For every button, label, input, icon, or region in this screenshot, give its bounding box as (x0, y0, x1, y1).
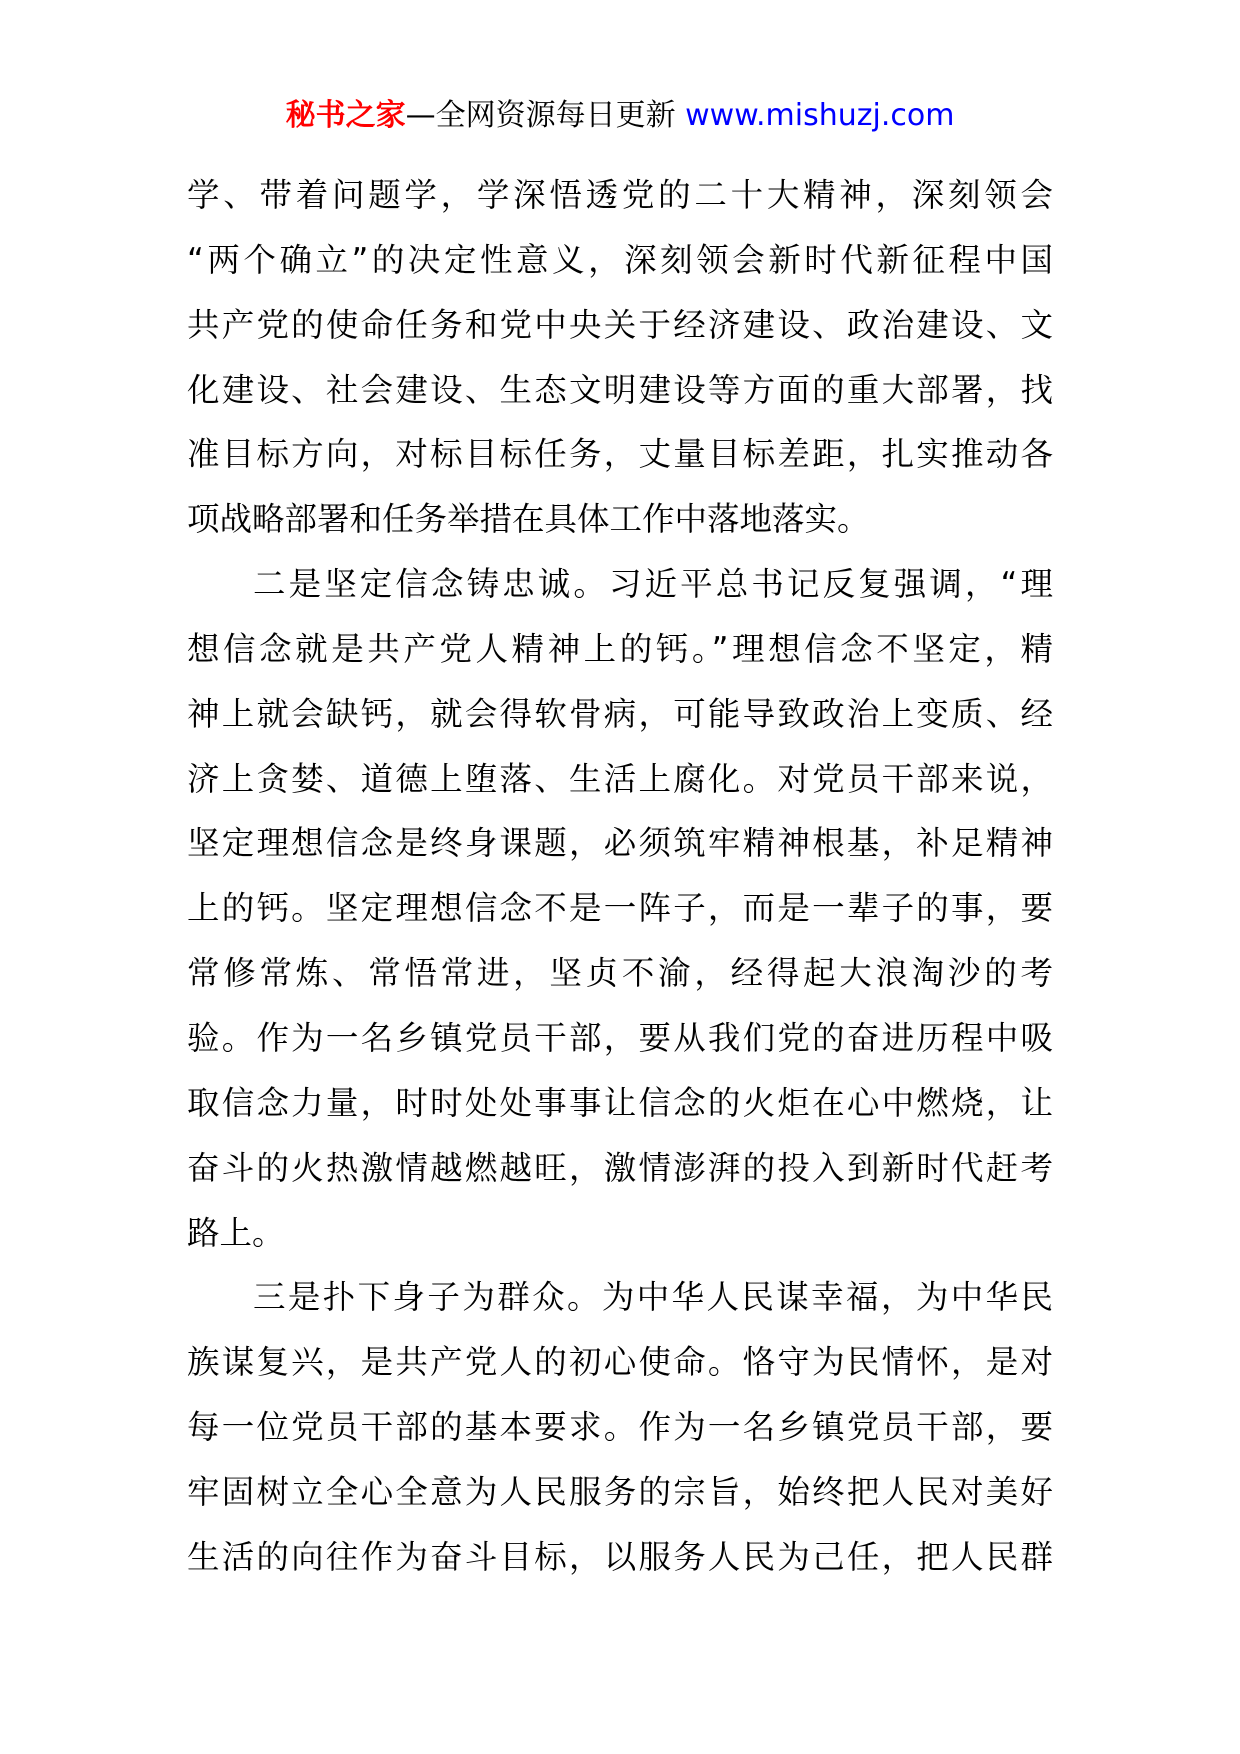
header-brand: 秘书之家 (285, 98, 406, 133)
text-line: 奋斗的火热激情越燃越旺，激情澎湃的投入到新时代赶考 (187, 1148, 1053, 1187)
page-header (0, 96, 1240, 136)
text-line: 共产党的使命任务和党中央关于经济建设、政治建设、文 (187, 305, 1053, 344)
document-body (187, 163, 1053, 1590)
text-line: 神上就会缺钙，就会得软骨病，可能导致政治上变质、经 (187, 694, 1053, 733)
text-line: 项战略部署和任务举措在具体工作中落地落实。 (187, 500, 870, 539)
text-line: 想信念就是共产党人精神上的钙。”理想信念不坚定，精 (187, 629, 1053, 668)
text-line: 济上贪婪、道德上堕落、生活上腐化。对党员干部来说， (187, 759, 1053, 798)
text-line: 常修常炼、常悟常进，坚贞不渝，经得起大浪淘沙的考 (187, 954, 1053, 993)
header-site-link[interactable]: www.mishuzj.com (685, 98, 955, 133)
text-line: 生活的向往作为奋斗目标，以服务人民为己任，把人民群 (187, 1537, 1053, 1576)
text-line: 化建设、社会建设、生态文明建设等方面的重大部署，找 (187, 370, 1053, 409)
text-line: 学、带着问题学，学深悟透党的二十大精神，深刻领会 (187, 176, 1053, 214)
text-line: 准目标方向，对标目标任务，丈量目标差距，扎实推动各 (187, 435, 1053, 474)
text-line: 取信念力量，时时处处事事让信念的火炬在心中燃烧，让 (187, 1083, 1053, 1122)
text-line: 路上。 (187, 1213, 285, 1252)
text-line: “两个确立”的决定性意义，深刻领会新时代新征程中国 (187, 240, 1053, 279)
text-line: 上的钙。坚定理想信念不是一阵子，而是一辈子的事，要 (187, 889, 1053, 928)
text-line: 三是扑下身子为群众。为中华人民谋幸福，为中华民 (253, 1278, 1053, 1317)
header-tagline: —全网资源每日更新 (405, 98, 676, 133)
text-line: 二是坚定信念铸忠诚。习近平总书记反复强调，“理 (253, 565, 1053, 604)
text-line: 坚定理想信念是终身课题，必须筑牢精神根基，补足精神 (187, 824, 1053, 863)
text-line: 每一位党员干部的基本要求。作为一名乡镇党员干部，要 (187, 1408, 1053, 1447)
text-line: 族谋复兴，是共产党人的初心使命。恪守为民情怀，是对 (187, 1343, 1053, 1382)
text-line: 牢固树立全心全意为人民服务的宗旨，始终把人民对美好 (187, 1472, 1053, 1511)
text-line: 验。作为一名乡镇党员干部，要从我们党的奋进历程中吸 (187, 1018, 1053, 1057)
